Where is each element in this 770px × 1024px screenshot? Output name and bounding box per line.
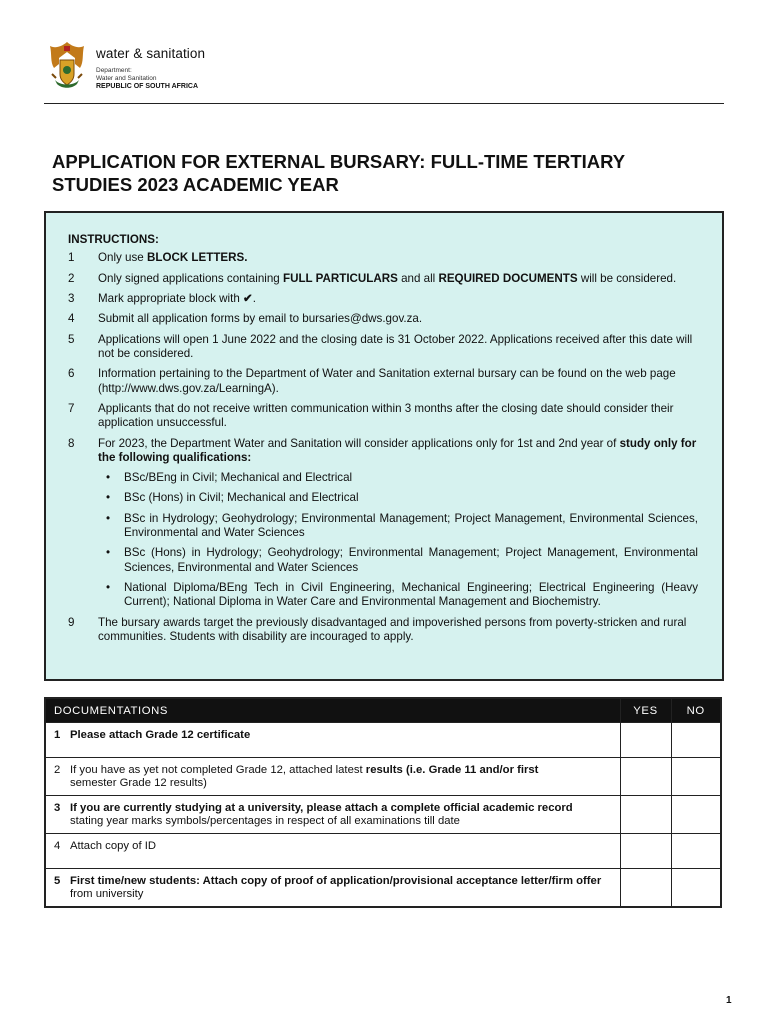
instruction-item (68, 402, 698, 430)
row-number: 4 (54, 839, 61, 852)
bullet-icon: • (106, 511, 111, 525)
no-checkbox[interactable] (671, 833, 721, 868)
instruction-bold-text: REQUIRED DOCUMENTS (438, 271, 578, 285)
documentations-table (44, 697, 722, 908)
requirement-bold-text: First time/new students: Attach copy of proof of application/provisional acceptance letter/firm offer (70, 874, 602, 887)
table-row (45, 722, 721, 757)
requirement-bold-text: If you are currently studying at a university, please attach a complete official academic record (70, 801, 573, 814)
document-requirement (45, 722, 620, 757)
requirement-text: Please attach Grade 12 certificate (70, 728, 251, 741)
instruction-text: Only signed applications containing (98, 271, 283, 285)
qualification-item (98, 491, 698, 505)
qualification-item (98, 581, 698, 609)
instruction-item (68, 312, 698, 326)
yes-checkbox[interactable] (620, 757, 671, 795)
instruction-number: 8 (68, 436, 75, 450)
qualification-item (98, 471, 698, 485)
instruction-text: Only use (98, 251, 147, 265)
instruction-item (68, 437, 698, 610)
bullet-icon: • (106, 546, 111, 560)
checkmark-icon: ✔ (242, 291, 253, 305)
yes-checkbox[interactable] (620, 722, 671, 757)
document-requirement (45, 795, 620, 833)
document-requirement (45, 868, 620, 907)
instruction-item (68, 292, 698, 306)
instruction-number: 7 (68, 401, 75, 415)
no-checkbox[interactable] (671, 722, 721, 757)
documentations-header: DOCUMENTATIONS (45, 698, 620, 722)
qualifications-list (98, 471, 698, 609)
instructions-heading: INSTRUCTIONS: (68, 233, 159, 246)
requirement-text: Attach copy of ID (70, 839, 157, 852)
requirement-text: If you have as yet not completed Grade 12, attached latest (70, 763, 366, 776)
bullet-icon: • (106, 580, 111, 594)
requirement-continuation: from university (70, 888, 144, 901)
yes-header: YES (620, 698, 671, 722)
instruction-text: and all (397, 271, 439, 285)
instruction-item (68, 251, 698, 265)
instruction-text: Information pertaining to the Department of Water and Sanitation external bursary can be found on the web page (http://www.dws.gov.za/LearningA). (98, 367, 676, 395)
no-checkbox[interactable] (671, 868, 721, 907)
instruction-bold-text: FULL PARTICULARS (282, 271, 398, 285)
department-brand (96, 46, 205, 90)
department-line-1: Department: (96, 67, 132, 74)
row-number: 3 (54, 801, 61, 814)
table-row (45, 757, 721, 795)
qualification-text: BSc in Hydrology; Geohydrology; Environmental Management; Project Management, Environmental Sciences, Environmental and Water Sciences (124, 511, 698, 539)
title-line-2: STUDIES 2023 ACADEMIC YEAR (52, 174, 339, 195)
qualification-text: BSc (Hons) in Hydrology; Geohydrology; Environmental Management; Project Management, Environmental Sciences, Environmental and Water Sciences (124, 546, 698, 574)
instruction-text: . (252, 291, 256, 305)
instruction-number: 4 (68, 312, 75, 326)
instruction-item (68, 272, 698, 286)
requirement-bold-text: results (i.e. Grade 11 and/or first (365, 763, 539, 776)
table-row (45, 868, 721, 907)
qualification-item (98, 546, 698, 574)
no-header: NO (671, 698, 721, 722)
country-label: REPUBLIC OF SOUTH AFRICA (96, 83, 199, 90)
instruction-number: 1 (68, 251, 75, 265)
instruction-number: 6 (68, 367, 75, 381)
instruction-text: The bursary awards target the previously disadvantaged and impoverished persons from poverty-stricken and rural communities. Students with disability are incouraged to apply. (98, 615, 687, 643)
instruction-text: Applicants that do not receive written communication within 3 months after the closing date should consider their application unsuccessful. (98, 401, 674, 430)
table-row (45, 833, 721, 868)
instruction-item (68, 367, 698, 395)
table-header-row (45, 698, 721, 722)
qualification-item (98, 512, 698, 540)
instruction-number: 2 (68, 271, 75, 285)
requirement-continuation: stating year marks symbols/percentages in respect of all examinations till date (70, 815, 460, 828)
instruction-text: Mark appropriate block with (98, 291, 243, 305)
instruction-text: Applications will open 1 June 2022 and the closing date is 31 October 2022. Applications received after this date will not be considered. (98, 332, 693, 360)
coat-of-arms-icon (46, 40, 88, 90)
instruction-item (68, 616, 698, 644)
row-number: 2 (54, 763, 61, 776)
instruction-bold-text: study only for the following qualifications: (98, 436, 697, 464)
department-line-2: Water and Sanitation (96, 74, 157, 82)
requirement-continuation: semester Grade 12 results) (70, 777, 207, 790)
department-label (96, 67, 205, 82)
table-row (45, 795, 721, 833)
instruction-text: For 2023, the Department Water and Sanitation will consider applications only for 1st and 2nd year of (98, 436, 620, 450)
instruction-number: 9 (68, 615, 75, 629)
qualification-text: National Diploma/BEng Tech in Civil Engineering, Mechanical Engineering; Electrical Engineering (Heavy Current); National Diploma in Water Care and Environmental Management and Biochemistry. (124, 580, 698, 609)
yes-checkbox[interactable] (620, 833, 671, 868)
document-requirement (45, 757, 620, 795)
instruction-number: 5 (68, 332, 75, 346)
instruction-item (68, 333, 698, 361)
bullet-icon: • (106, 470, 111, 484)
instruction-number: 3 (68, 291, 75, 305)
instructions-box (44, 211, 724, 681)
brand-name: water & sanitation (96, 46, 206, 61)
row-number: 5 (54, 874, 61, 887)
letterhead (44, 40, 724, 104)
qualification-text: BSc (Hons) in Civil; Mechanical and Electrical (124, 491, 359, 505)
qualification-text: BSc/BEng in Civil; Mechanical and Electrical (124, 470, 353, 484)
no-checkbox[interactable] (671, 757, 721, 795)
page-number: 1 (726, 995, 732, 1006)
row-number: 1 (54, 728, 61, 741)
yes-checkbox[interactable] (620, 795, 671, 833)
title-line-1: APPLICATION FOR EXTERNAL BURSARY: FULL-TIME TERTIARY (52, 151, 626, 172)
instruction-text: will be considered. (577, 271, 677, 285)
instruction-bold-text: BLOCK LETTERS. (146, 251, 248, 265)
bullet-icon: • (106, 491, 111, 505)
instruction-text: Submit all application forms by email to bursaries@dws.gov.za. (98, 312, 423, 326)
page-title (52, 150, 732, 196)
no-checkbox[interactable] (671, 795, 721, 833)
document-requirement (45, 833, 620, 868)
yes-checkbox[interactable] (620, 868, 671, 907)
